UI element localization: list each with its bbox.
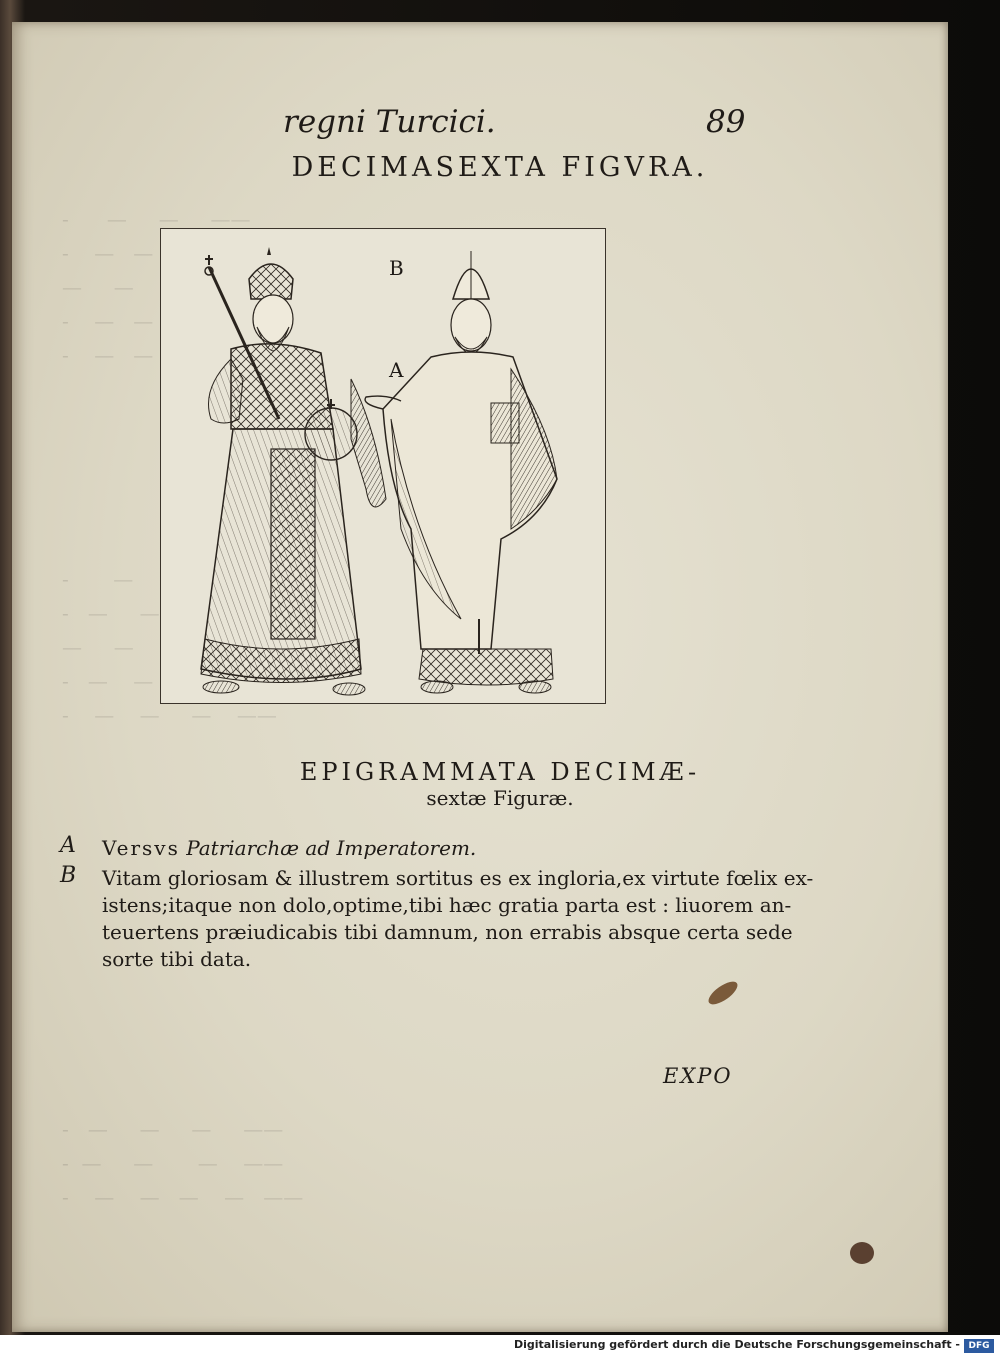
dfg-logo: DFG <box>964 1339 994 1353</box>
entry-b-line-2: istens;itaque non dolo,optime,tibi hæc gratia parta est : liuorem an- <box>102 893 792 917</box>
entry-a-text: Patriarchæ ad Imperatorem. <box>186 836 477 860</box>
entry-letter-b: B <box>60 863 77 888</box>
engraving-plate <box>160 228 606 704</box>
entry-b-line-4: sorte tibi data. <box>102 947 252 971</box>
page-number: 89 <box>706 104 746 140</box>
running-head: regni Turcici. <box>283 104 496 140</box>
emperor-figure <box>201 247 386 695</box>
entry-b-line-3: teuertens præiudicabis tibi damnum, non errabis absque certa sede <box>102 920 793 944</box>
plate-label-b: B <box>389 256 404 280</box>
show-through-text: - — — —— - — — — — - — — - — — <box>62 207 251 367</box>
show-through-text-2: - — - — — — — - — — - — — — —— <box>62 567 277 727</box>
footer-credit: Digitalisierung gefördert durch die Deutsche Forschungsgemeinschaft - <box>513 1338 960 1351</box>
show-through-text-3: - — — — —— - — — — —— - — — — — —— <box>62 1117 304 1209</box>
catchword: EXPO <box>663 1064 733 1088</box>
engraving-illustration <box>161 229 605 703</box>
entry-letter-a: A <box>60 833 76 858</box>
plate-label-a: A <box>389 358 404 382</box>
footer-bar <box>0 1335 1000 1357</box>
patriarch-figure <box>365 251 557 693</box>
figure-title: DECIMASEXTA FIGVRA. <box>291 152 709 183</box>
entry-a-line <box>102 836 476 860</box>
entry-b-line-1: Vitam gloriosam & illustrem sortitus es ex ingloria,ex virtute fœlix ex- <box>102 866 814 890</box>
epigram-subtitle: sextæ Figuræ. <box>426 786 574 810</box>
epigram-title: EPIGRAMMATA DECIMÆ- <box>299 758 701 786</box>
paper-stain <box>850 1242 874 1264</box>
entry-a-lead: Versvs <box>102 836 180 860</box>
